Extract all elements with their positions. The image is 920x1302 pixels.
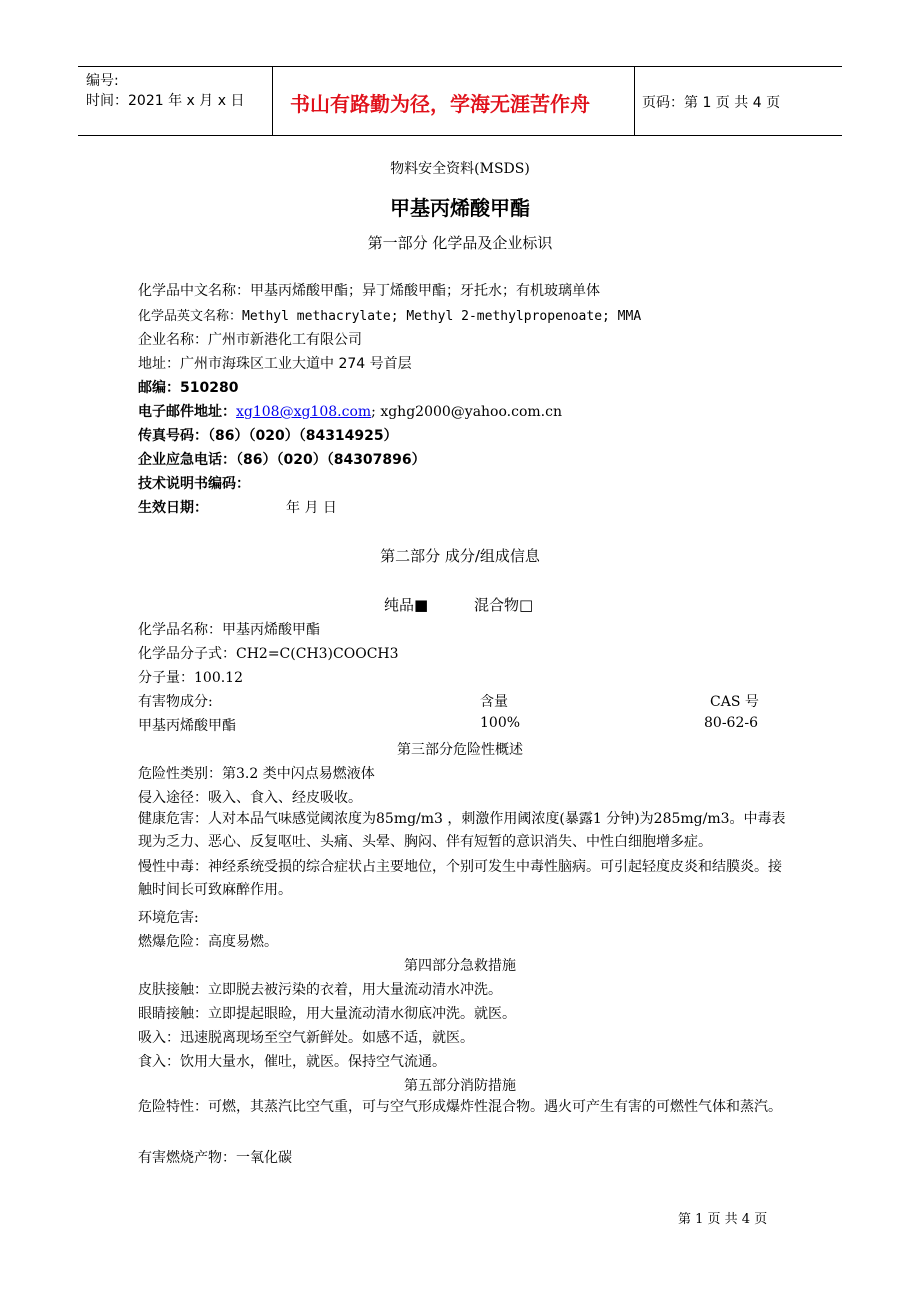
first-aid-eye: 眼睛接触：立即提起眼睑，用大量流动清水彻底冲洗。就医。 — [138, 1006, 516, 1022]
header-motto: 书山有路勤为径，学海无涯苦作舟 — [290, 92, 590, 116]
fire-hazard-characteristics: 危险特性：可燃，其蒸汽比空气重，可与空气形成爆炸性混合物。遇火可产生有害的可燃性气体和蒸汽。 — [138, 1099, 782, 1115]
chronic-toxicity: 慢性中毒：神经系统受损的综合症状占主要地位，个别可发生中毒性脑病。可引起轻度皮炎和结膜炎。接触时间长可致麻醉作用。 — [138, 859, 782, 898]
first-aid-ingest: 食入：饮用大量水，催吐，就医。保持空气流通。 — [138, 1054, 446, 1070]
first-aid-inhale: 吸入：迅速脱离现场至空气新鲜处。如感不适，就医。 — [138, 1030, 474, 1046]
en-name: 化学品英文名称：Methyl methacrylate; Methyl 2-methylpropenoate; MMA — [138, 309, 642, 324]
health-hazard: 健康危害：人对本品气味感觉阈浓度为85mg/m3 ，刺激作用阈浓度(暴露1 分钟)为285mg/m3。中毒表现为乏力、恶心、反复呕吐、头痛、头晕、胸闷、伴有短暂的意识消失、中性白细胞增多症。 — [138, 811, 786, 850]
table-header-content: 含量 — [480, 694, 508, 710]
molecular-weight: 分子量：100.12 — [138, 670, 243, 686]
postcode: 邮编：510280 — [138, 380, 239, 396]
address: 地址：广州市海珠区工业大道中 274 号首层 — [138, 356, 412, 372]
combustion-products: 有害燃烧产物：一氧化碳 — [138, 1150, 292, 1166]
header-divider-1 — [272, 67, 273, 135]
explosion-hazard: 燃爆危险：高度易燃。 — [138, 934, 278, 950]
effective-date-value: 年 月 日 — [286, 500, 337, 516]
header-page-label: 页码：第 1 页 共 4 页 — [642, 95, 781, 111]
chem-name: 化学品名称：甲基丙烯酸甲酯 — [138, 622, 320, 638]
section2-heading: 第二部分 成分/组成信息 — [380, 547, 540, 565]
email-link[interactable]: xg108@xg108.com — [236, 404, 372, 420]
cn-name: 化学品中文名称：甲基丙烯酸甲酯；异丁烯酸甲酯；牙托水；有机玻璃单体 — [138, 283, 600, 299]
molecular-formula: 化学品分子式：CH2=C(CH3)COOCH3 — [138, 646, 399, 662]
exposure-route: 侵入途径：吸入、食入、经皮吸收。 — [138, 790, 362, 806]
company-name: 企业名称：广州市新港化工有限公司 — [138, 332, 362, 348]
header-divider-2 — [634, 67, 635, 135]
footer-page-number: 第 1 页 共 4 页 — [678, 1212, 768, 1227]
table-row-component: 甲基丙烯酸甲酯 — [138, 718, 236, 734]
table-row-content: 100% — [480, 715, 521, 731]
header-bottom-rule — [78, 135, 842, 136]
table-header-cas: CAS 号 — [710, 694, 759, 710]
effective-date-label: 生效日期： — [138, 500, 208, 516]
table-row-cas: 80-62-6 — [704, 715, 758, 731]
tech-code: 技术说明书编码： — [138, 476, 250, 492]
email-row — [138, 401, 562, 421]
section5-heading: 第五部分消防措施 — [404, 1078, 516, 1094]
first-aid-skin: 皮肤接触：立即脱去被污染的衣着，用大量流动清水冲洗。 — [138, 982, 502, 998]
environment-hazard: 环境危害: — [138, 910, 199, 926]
section4-heading: 第四部分急救措施 — [404, 958, 516, 974]
hazard-class: 危险性类别：第3.2 类中闪点易燃液体 — [138, 766, 375, 782]
header-time-label: 时间：2021 年 x 月 x 日 — [86, 93, 245, 109]
email-rest: ; xghg2000@yahoo.com.cn — [371, 404, 562, 420]
section3-heading: 第三部分危险性概述 — [397, 742, 523, 758]
fax: 传真号码：（86）（020）（84314925） — [138, 428, 398, 444]
header-top-rule — [78, 66, 842, 67]
table-header-component: 有害物成分: — [138, 694, 213, 710]
mixture-checkbox-label: 混合物□ — [474, 596, 534, 614]
emergency-phone: 企业应急电话：（86）（020）（84307896） — [138, 452, 426, 468]
doc-subtitle: 物料安全资料(MSDS) — [390, 161, 530, 177]
header-number-label: 编号: — [86, 73, 119, 89]
doc-title: 甲基丙烯酸甲酯 — [390, 196, 530, 220]
section1-heading: 第一部分 化学品及企业标识 — [367, 234, 553, 252]
email-label: 电子邮件地址： — [138, 404, 236, 420]
pure-checkbox-label: 纯品■ — [384, 596, 429, 614]
